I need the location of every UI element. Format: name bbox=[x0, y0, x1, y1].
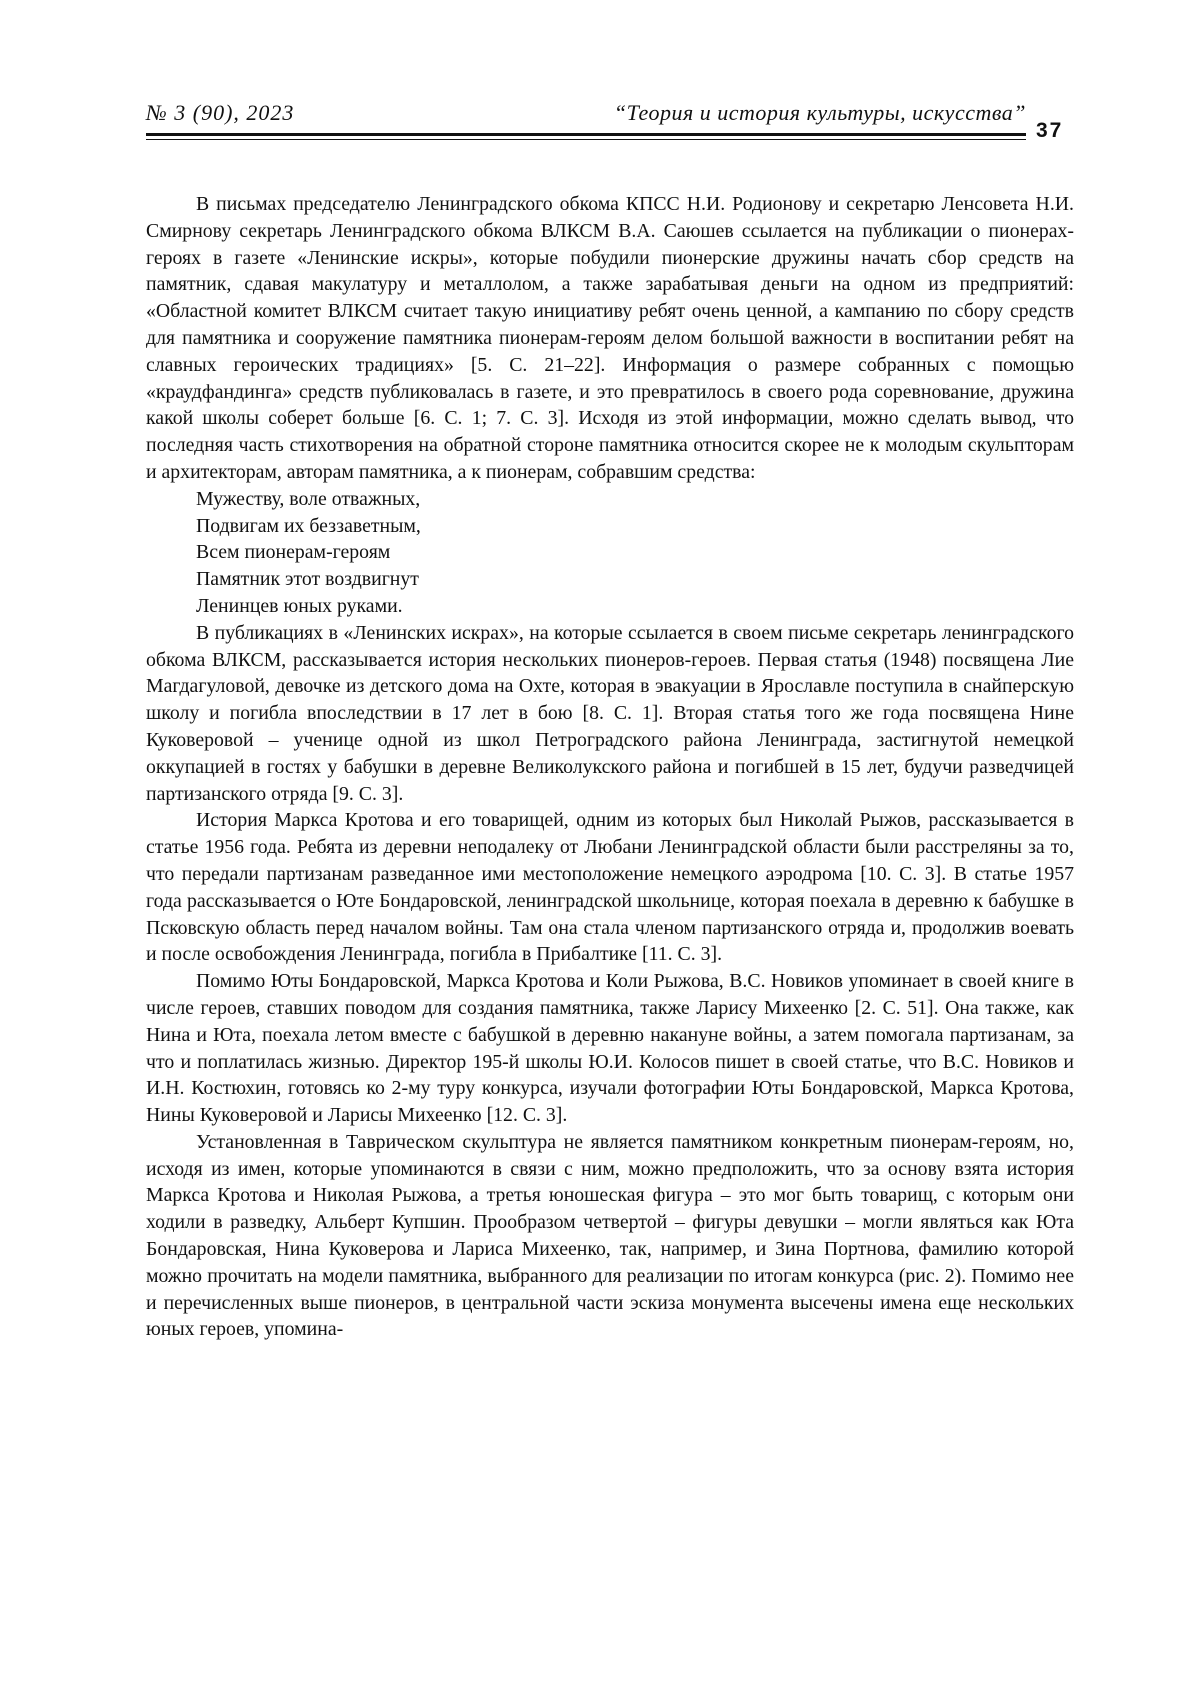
poem-line: Подвигам их беззаветным, bbox=[196, 514, 421, 537]
poem-quote bbox=[146, 486, 1074, 620]
header-rule-thin bbox=[146, 139, 1026, 140]
issue-label: № 3 (90), 2023 bbox=[146, 100, 295, 125]
paragraph: В публикациях в «Ленинских искрах», на которые ссылается в своем письме секретарь ленинградского обкома ВЛКСМ, рассказывается история нескольких пионеров-героев. Первая статья (1948) посвящена Лие Магдагуловой, девочке из детского дома на Охте, которая в эвакуации в Ярославле поступила в снайперскую школу и погибла впоследствии в 17 лет в бою [8. С. 1]. Вторая статья того же года посвящена Нине Куковеровой – ученице одной из школ Петроградского района Ленинграда, застигнутой немецкой оккупацией в гостях у бабушки в деревне Великолукского района и погибшей в 15 лет, будучи разведчицей партизанского отряда [9. С. 3]. bbox=[146, 621, 1074, 805]
poem-line: Ленинцев юных руками. bbox=[196, 594, 403, 617]
paragraph: Установленная в Таврическом скульптура не является памятником конкретным пионерам-героям, но, исходя из имен, которые упоминаются в связи с ним, можно предположить, что за основу взята история Маркса Кротова и Николая Рыжова, а третья юношеская фигура – это мог быть товарищ, с которым они ходили в разведку, Альберт Купшин. Прообразом четвертой – фигуры девушки – могли являться как Юта Бондаровская, Нина Куковерова и Лариса Михеенко, так, например, и Зина Портнова, фамилию которой можно прочитать на модели памятника, выбранного для реализации по итогам конкурса (рис. 2). Помимо нее и перечисленных выше пионеров, в центральной части эскиза монумента высечены имена еще нескольких юных героев, упомина- bbox=[146, 1130, 1074, 1341]
paragraph: В письмах председателю Ленинградского обкома КПСС Н.И. Родионову и секретарю Ленсовета Н.И. Смирнову секретарь Ленинградского обкома ВЛКСМ В.А. Саюшев ссылается на публикации о пионерах-героях в газете «Ленинские искры», которые побудили пионерские дружины начать сбор средств на памятник, сдавая макулатуру и металлолом, а также зарабатывая деньги на одном из предприятий: «Областной комитет ВЛКСМ считает такую инициативу ребят очень ценной, а кампанию по сбору средств для памятника и сооружение памятника пионерам-героям делом большой важности в воспитании ребят на славных героических традициях» [5. С. 21–22]. Информация о размере собранных с помощью «краудфандинга» средств публиковалась в газете, и это превратилось в своего рода соревнование, дружина какой школы соберет больше [6. С. 1; 7. С. 3]. Исходя из этой информации, можно сделать вывод, что последняя часть стихотворения на обратной стороне памятника относится скорее не к молодым скульпторам и архитекторам, авторам памятника, а к пионерам, собравшим средства: bbox=[146, 193, 1074, 483]
paragraph: История Маркса Кротова и его товарищей, одним из которых был Николай Рыжов, рассказывается в статье 1956 года. Ребята из деревни неподалеку от Любани Ленинградской области были расстреляны за то, что передали партизанам разведанное ими местоположение немецкого аэродрома [10. С. 3]. В статье 1957 года рассказывается о Юте Бондаровской, ленинградской школьнице, которая поехала в деревню к бабушке в Псковскую область перед началом войны. Там она стала членом партизанского отряда и, продолжив воевать и после освобождения Ленинграда, погибла в Прибалтике [11. С. 3]. bbox=[146, 809, 1074, 966]
header-rule-thick bbox=[146, 133, 1026, 136]
poem-line: Мужеству, воле отважных, bbox=[196, 487, 421, 510]
article-body bbox=[146, 191, 1074, 1343]
journal-title: “Теория и история культуры, искусства” bbox=[613, 100, 1026, 125]
poem-line: Памятник этот воздвигнут bbox=[196, 568, 419, 591]
paragraph: Помимо Юты Бондаровской, Маркса Кротова и Коли Рыжова, В.С. Новиков упоминает в своей книге в числе героев, ставших поводом для создания памятника, также Ларису Михеенко [2. С. 51]. Она также, как Нина и Юта, поехала летом вместе с бабушкой в деревню накануне войны, а затем помогала партизанам, за что и поплатилась жизнью. Директор 195-й школы Ю.И. Колосов пишет в своей статье, что В.С. Новиков и И.Н. Костюхин, готовясь ко 2-му туру конкурса, изучали фотографии Юты Бондаровской, Маркса Кротова, Нины Куковеровой и Ларисы Михеенко [12. С. 3]. bbox=[146, 970, 1074, 1127]
poem-line: Всем пионерам-героям bbox=[196, 541, 391, 564]
page-number: 37 bbox=[1036, 119, 1064, 142]
